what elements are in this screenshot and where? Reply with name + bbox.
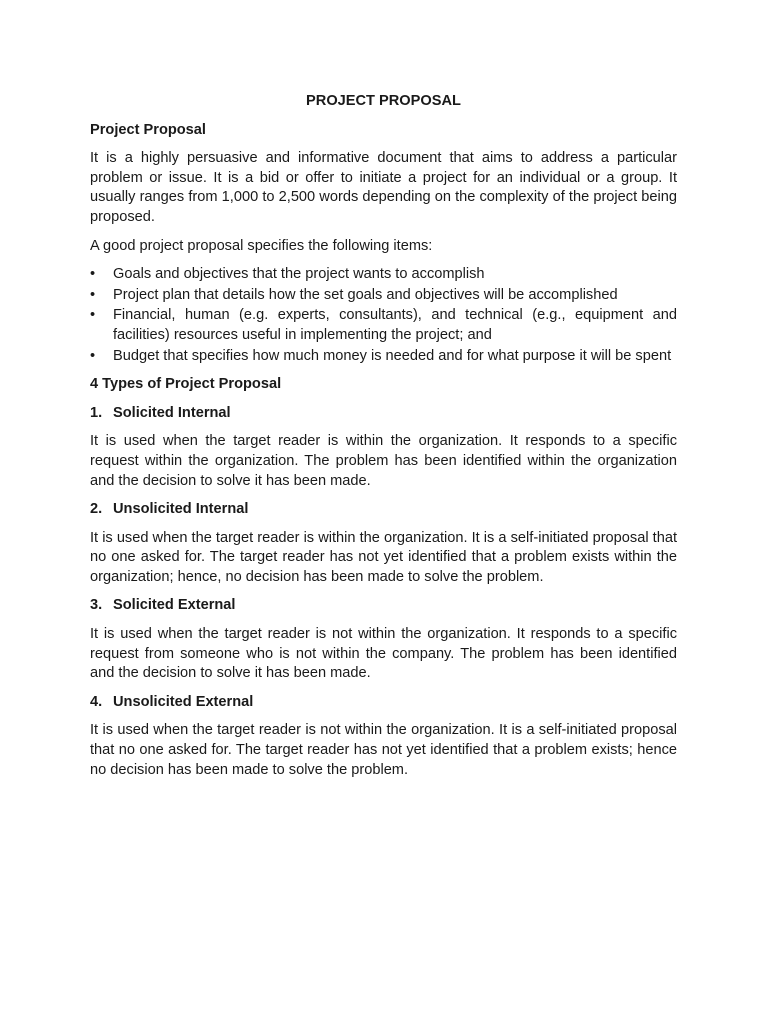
type-description-solicited-external: It is used when the target reader is not within the organization. It responds to a specific request from someone who is not within the company. The problem has been identified and the decision to solve it has been made. — [90, 626, 677, 682]
document-title: PROJECT PROPOSAL — [306, 93, 461, 109]
document-page — [90, 92, 677, 789]
types-heading: 4 Types of Project Proposal — [90, 376, 282, 393]
section-heading: Project Proposal — [90, 121, 206, 138]
list-item-text: Financial, human (e.g. experts, consultants), and technical (e.g., equipment and facilities) resources useful in implementing the project; and — [113, 307, 677, 343]
type-number: 3. — [90, 597, 103, 614]
items-list — [90, 265, 677, 366]
type-number: 4. — [90, 693, 103, 710]
list-item-text: Budget that specifies how much money is needed and for what purpose it will be spent — [113, 347, 672, 364]
intro-paragraph: It is a highly persuasive and informative document that aims to address a particular problem or issue. It is a bid or offer to initiate a project for an individual or a group. It usually ranges from 1,000 to 2,500 words depending on the complexity of the project being proposed. — [90, 150, 677, 225]
type-heading-unsolicited-internal — [90, 500, 677, 520]
type-heading-unsolicited-external — [90, 693, 677, 713]
list-item — [90, 286, 677, 306]
type-heading-solicited-internal — [90, 404, 677, 424]
type-number: 1. — [90, 404, 103, 421]
bullet-icon: • — [90, 347, 96, 364]
type-description-unsolicited-internal: It is used when the target reader is within the organization. It is a self-initiated proposal that no one asked for. The target reader has not yet identified that a problem exists within the organization; hence, no decision has been made to solve the problem. — [90, 529, 677, 585]
list-intro: A good project proposal specifies the following items: — [90, 237, 433, 254]
list-item — [90, 265, 677, 285]
list-item-text: Project plan that details how the set goals and objectives will be accomplished — [113, 286, 618, 303]
type-name: Solicited External — [113, 597, 236, 614]
bullet-icon: • — [90, 266, 96, 283]
list-item-text: Goals and objectives that the project wants to accomplish — [113, 266, 485, 283]
type-description-solicited-internal: It is used when the target reader is within the organization. It responds to a specific request within the organization. The problem has been identified within the organization and the decision to solve it has been made. — [90, 433, 677, 489]
list-item — [90, 347, 677, 367]
type-description-unsolicited-external: It is used when the target reader is not within the organization. It is a self-initiated proposal that no one asked for. The target reader has not yet identified that a problem exists; hence no decision has been made to solve the problem. — [90, 722, 677, 778]
type-name: Solicited Internal — [113, 404, 231, 421]
list-item — [90, 306, 677, 345]
type-name: Unsolicited Internal — [113, 501, 249, 518]
type-number: 2. — [90, 501, 103, 518]
bullet-icon: • — [90, 307, 96, 324]
bullet-icon: • — [90, 286, 96, 303]
type-heading-solicited-external — [90, 596, 677, 616]
type-name: Unsolicited External — [113, 693, 254, 710]
